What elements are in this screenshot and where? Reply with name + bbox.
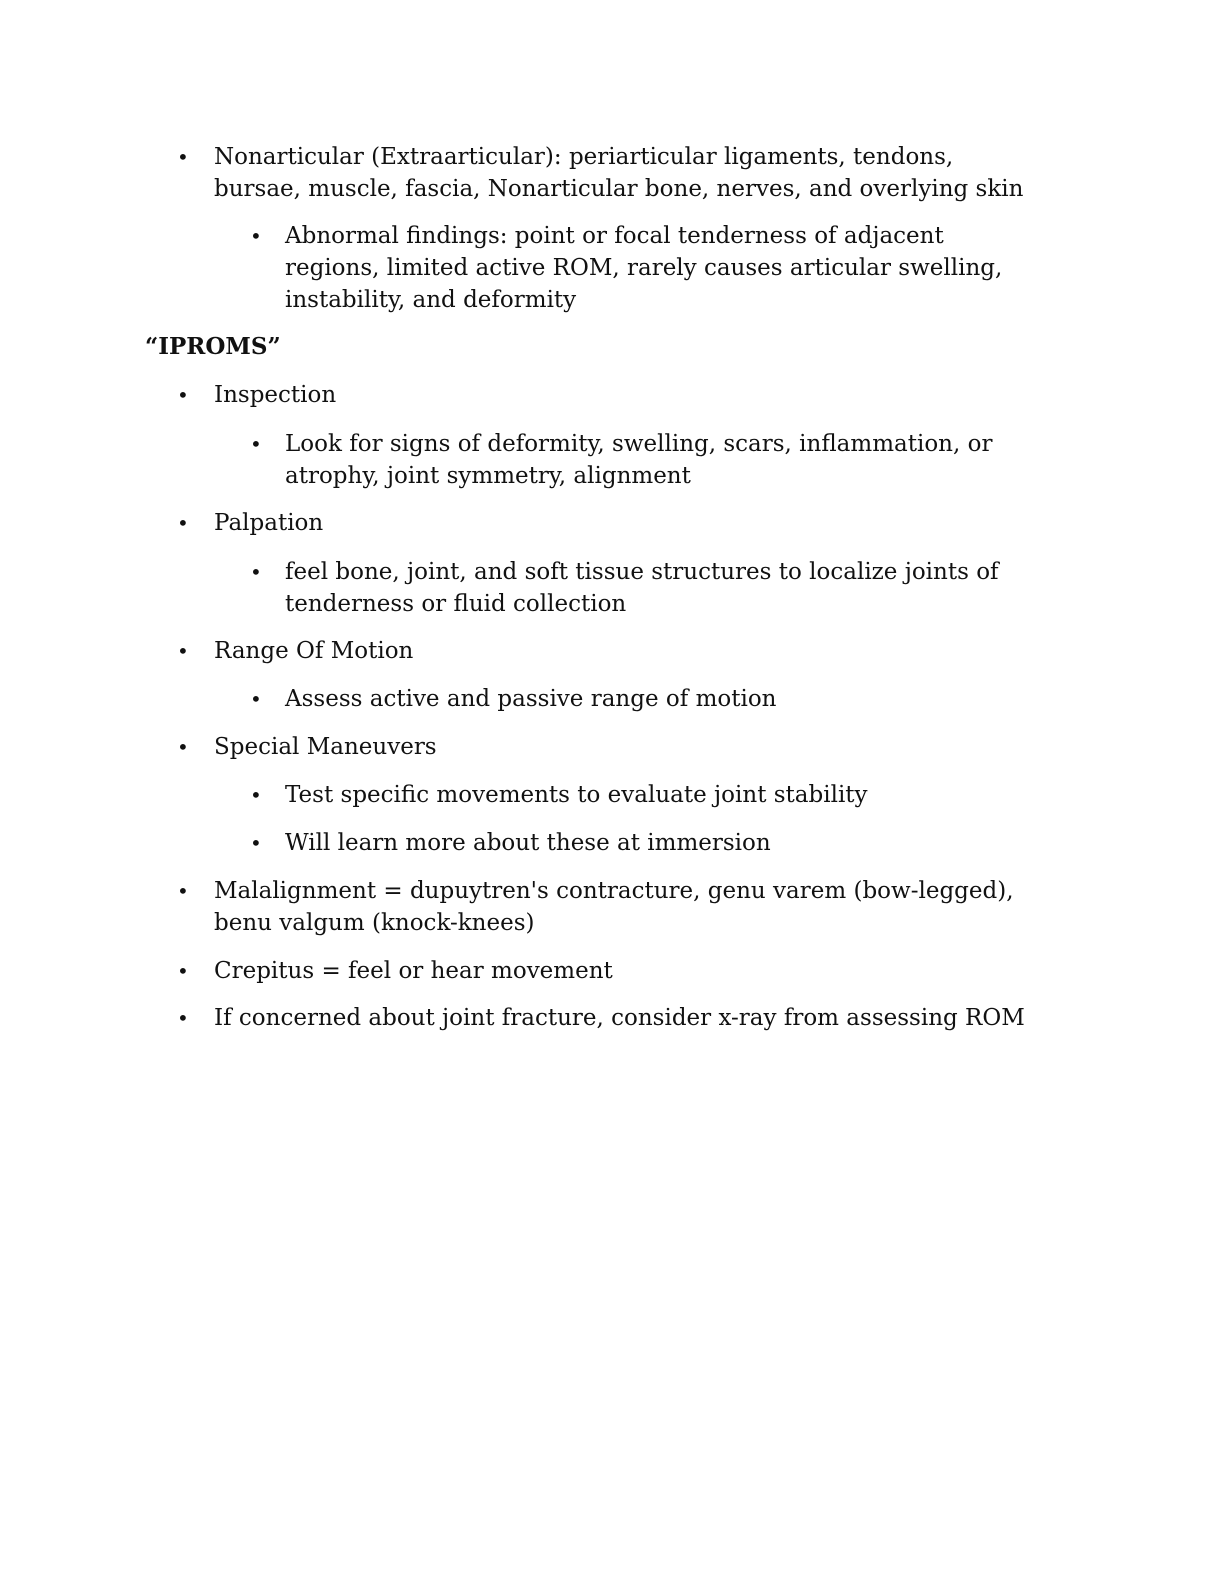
item-text: Crepitus = feel or hear movement (214, 958, 613, 984)
bullet-icon: • (250, 560, 262, 584)
item-text: If concerned about joint fracture, consider x-ray from assessing ROM (214, 1005, 1025, 1031)
sub-item-special-maneuvers-test (250, 779, 868, 811)
sub-item-special-maneuvers-immersion (250, 827, 771, 859)
sub-item-inspection (250, 428, 993, 492)
list-item-malalignment (177, 875, 1014, 939)
bullet-icon: • (177, 1006, 189, 1030)
item-text: Will learn more about these at immersion (285, 830, 771, 856)
list-item-range-of-motion (177, 635, 414, 667)
item-text: Nonarticular (Extraarticular): periarticular ligaments, tendons, (214, 144, 954, 170)
item-text: regions, limited active ROM, rarely causes articular swelling, (285, 255, 1003, 281)
bullet-icon: • (177, 383, 189, 407)
item-text: Test specific movements to evaluate joint stability (285, 782, 868, 808)
item-text: bursae, muscle, fascia, Nonarticular bone, nerves, and overlying skin (214, 176, 1024, 202)
item-text: Assess active and passive range of motion (285, 686, 777, 712)
item-text: Palpation (214, 510, 324, 536)
item-text: Inspection (214, 382, 337, 408)
item-text: benu valgum (knock-knees) (214, 910, 535, 936)
list-item-palpation (177, 507, 324, 539)
item-text: instability, and deformity (285, 287, 577, 313)
item-text: feel bone, joint, and soft tissue structures to localize joints of (285, 559, 999, 585)
bullet-icon: • (177, 879, 189, 903)
bullet-icon: • (177, 639, 189, 663)
list-item-special-maneuvers (177, 731, 437, 763)
item-text: Look for signs of deformity, swelling, scars, inflammation, or (285, 431, 993, 457)
bullet-icon: • (177, 959, 189, 983)
bullet-icon: • (250, 831, 262, 855)
item-text: atrophy, joint symmetry, alignment (285, 463, 691, 489)
item-text: Range Of Motion (214, 638, 414, 664)
bullet-icon: • (250, 432, 262, 456)
list-item-inspection (177, 379, 337, 411)
item-text: Special Maneuvers (214, 734, 437, 760)
bullet-icon: • (177, 511, 189, 535)
bullet-icon: • (250, 783, 262, 807)
bullet-icon: • (250, 224, 262, 248)
sub-item-palpation (250, 556, 999, 620)
bullet-icon: • (177, 735, 189, 759)
sub-item-abnormal-findings (250, 220, 1003, 316)
list-item-fracture (177, 1002, 1025, 1034)
section-heading: “IPROMS” (145, 333, 281, 360)
sub-item-range-of-motion (250, 683, 777, 715)
item-text: Malalignment = dupuytren's contracture, genu varem (bow-legged), (214, 878, 1014, 904)
item-text: tenderness or fluid collection (285, 591, 627, 617)
item-text: Abnormal findings: point or focal tenderness of adjacent (285, 223, 944, 249)
list-item-nonarticular (177, 141, 1024, 205)
list-item-crepitus (177, 955, 613, 987)
bullet-icon: • (177, 145, 189, 169)
bullet-icon: • (250, 687, 262, 711)
